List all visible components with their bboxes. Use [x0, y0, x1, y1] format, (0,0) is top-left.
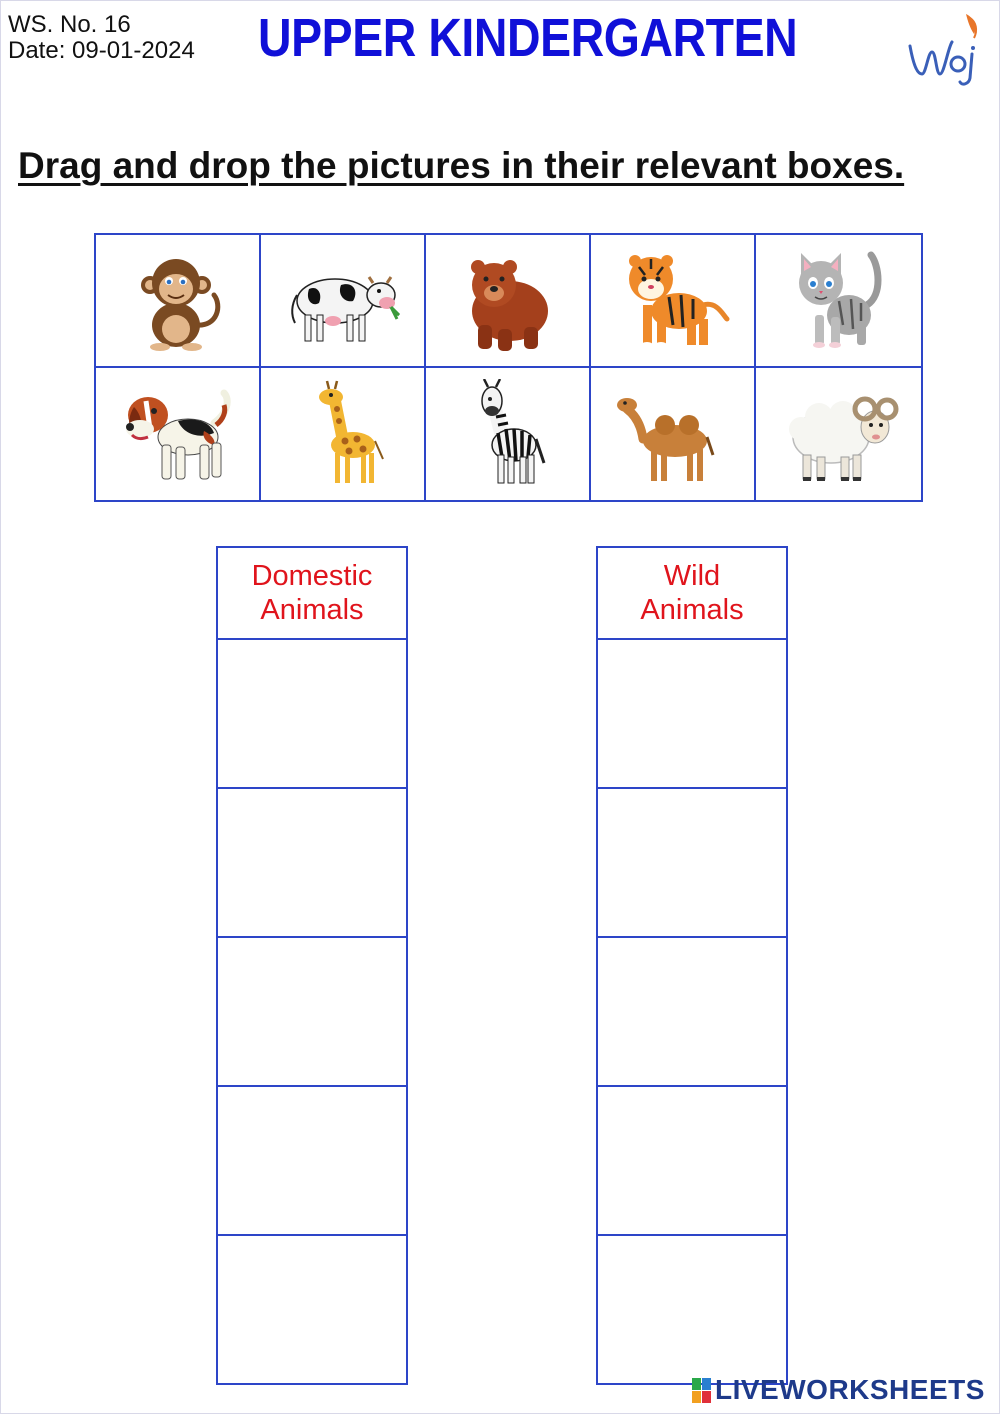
cow-icon [283, 245, 403, 355]
domestic-drop-box-5[interactable] [218, 1236, 406, 1384]
wild-drop-box-5[interactable] [598, 1236, 786, 1384]
domestic-drop-box-2[interactable] [218, 789, 406, 938]
draggable-monkey[interactable] [96, 235, 261, 368]
domestic-label-line1: Domestic [251, 560, 373, 592]
draggable-cow[interactable] [261, 235, 426, 368]
live-logo-icon [692, 1378, 711, 1403]
zebra-icon [448, 379, 568, 489]
domestic-drop-box-3[interactable] [218, 938, 406, 1087]
draggable-cat[interactable] [756, 235, 921, 368]
draggable-zebra[interactable] [426, 368, 591, 501]
worksheet-number: WS. No. 16 [8, 11, 131, 38]
worksheet-date: Date: 09-01-2024 [8, 37, 195, 64]
woj-logo-icon [904, 8, 984, 88]
draggable-giraffe[interactable] [261, 368, 426, 501]
cat-icon [779, 245, 899, 355]
draggable-dog[interactable] [96, 368, 261, 501]
dog-icon [118, 379, 238, 489]
draggable-camel[interactable] [591, 368, 756, 501]
wild-animals-column [596, 546, 788, 1385]
giraffe-icon [283, 379, 403, 489]
domestic-drop-box-4[interactable] [218, 1087, 406, 1236]
domestic-drop-box-1[interactable] [218, 640, 406, 789]
domestic-animals-column [216, 546, 408, 1385]
camel-icon [613, 379, 733, 489]
draggable-bear[interactable] [426, 235, 591, 368]
wild-drop-box-3[interactable] [598, 938, 786, 1087]
draggable-sheep[interactable] [756, 368, 921, 501]
tiger-icon [613, 245, 733, 355]
domestic-animals-header [218, 548, 406, 640]
monkey-icon [118, 245, 238, 355]
wild-drop-box-4[interactable] [598, 1087, 786, 1236]
instruction-text: Drag and drop the pictures in their relevant boxes. [18, 145, 905, 186]
worksheet-meta [8, 12, 195, 64]
domestic-label-line2: Animals [260, 594, 364, 626]
wild-label-line1: Wild [663, 560, 721, 592]
wild-drop-box-1[interactable] [598, 640, 786, 789]
wild-drop-box-2[interactable] [598, 789, 786, 938]
page-title: UPPER KINDERGARTEN [258, 8, 798, 68]
animal-picture-grid [94, 233, 923, 502]
liveworksheets-brand[interactable] [692, 1374, 985, 1406]
draggable-tiger[interactable] [591, 235, 756, 368]
liveworksheets-text: LIVEWORKSHEETS [715, 1374, 985, 1405]
sheep-icon [779, 379, 899, 489]
wild-label-line2: Animals [640, 594, 744, 626]
wild-animals-header [598, 548, 786, 640]
bear-icon [448, 245, 568, 355]
